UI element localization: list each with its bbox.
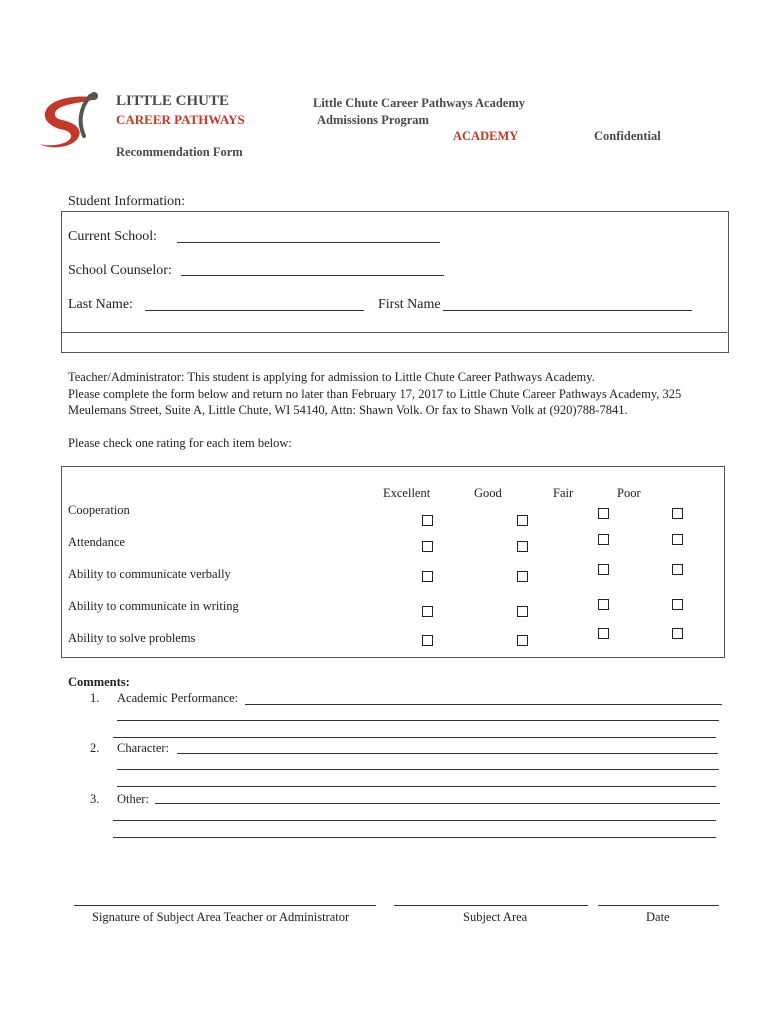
last-name-field[interactable] (145, 310, 364, 311)
program-name: Admissions Program (317, 113, 429, 127)
academic-line-2[interactable] (117, 720, 719, 721)
rating-column-fair: Fair (553, 486, 574, 500)
attendance-fair-checkbox[interactable] (598, 534, 609, 545)
last-name-label: Last Name: (68, 297, 133, 312)
instructions-line-3: Meulemans Street, Suite A, Little Chute, WI 54140, Attn: Shawn Volk. Or fax to Shawn Volk at (920)788-7841. (68, 403, 628, 417)
verbal-good-checkbox[interactable] (517, 571, 528, 582)
attendance-poor-checkbox[interactable] (672, 534, 683, 545)
rating-item-cooperation: Cooperation (68, 503, 130, 517)
verbal-poor-checkbox[interactable] (672, 564, 683, 575)
comment-number-1: 1. (90, 691, 100, 705)
cooperation-poor-checkbox[interactable] (672, 508, 683, 519)
org-name: Little Chute Career Pathways Academy (313, 96, 526, 110)
current-school-label: Current School: (68, 229, 158, 244)
comment-label-academic: Academic Performance: (117, 691, 239, 705)
first-name-label: First Name (378, 297, 441, 312)
signature-line[interactable] (74, 905, 376, 906)
academy-label: ACADEMY (453, 129, 519, 143)
comment-number-3: 3. (90, 792, 100, 806)
subject-area-label: Subject Area (463, 910, 528, 924)
date-line[interactable] (598, 905, 719, 906)
signature-label: Signature of Subject Area Teacher or Administrator (92, 910, 350, 924)
confidential-label: Confidential (594, 129, 661, 143)
rating-column-poor: Poor (617, 486, 641, 500)
comment-label-other: Other: (117, 792, 149, 806)
rating-item-attendance: Attendance (68, 535, 125, 549)
writing-fair-checkbox[interactable] (598, 599, 609, 610)
logo-title: LITTLE CHUTE (116, 93, 229, 109)
character-line-2[interactable] (117, 769, 719, 770)
form-type: Recommendation Form (116, 145, 243, 159)
student-info-divider (62, 332, 727, 333)
writing-good-checkbox[interactable] (517, 606, 528, 617)
comments-heading: Comments: (68, 675, 130, 689)
verbal-excellent-checkbox[interactable] (422, 571, 433, 582)
problems-fair-checkbox[interactable] (598, 628, 609, 639)
first-name-field[interactable] (443, 310, 692, 311)
academic-line-1[interactable] (245, 704, 722, 705)
verbal-fair-checkbox[interactable] (598, 564, 609, 575)
academic-line-3[interactable] (113, 737, 716, 738)
cooperation-fair-checkbox[interactable] (598, 508, 609, 519)
other-line-3[interactable] (113, 837, 716, 838)
other-line-1[interactable] (155, 803, 720, 804)
instructions-line-1: Teacher/Administrator: This student is applying for admission to Little Chute Career Pathways Academy. (68, 370, 595, 384)
character-line-1[interactable] (177, 753, 718, 754)
student-info-heading: Student Information: (68, 194, 186, 209)
instructions-line-2: Please complete the form below and return no later than February 17, 2017 to Little Chute Career Pathways Academy, 325 (68, 387, 682, 401)
problems-poor-checkbox[interactable] (672, 628, 683, 639)
subject-area-line[interactable] (394, 905, 588, 906)
current-school-field[interactable] (177, 242, 440, 243)
other-line-2[interactable] (113, 820, 716, 821)
cooperation-good-checkbox[interactable] (517, 515, 528, 526)
rating-item-problems: Ability to solve problems (68, 631, 196, 645)
comment-number-2: 2. (90, 741, 100, 755)
logo-subtitle: CAREER PATHWAYS (116, 112, 245, 127)
rating-prompt: Please check one rating for each item below: (68, 436, 292, 450)
attendance-good-checkbox[interactable] (517, 541, 528, 552)
attendance-excellent-checkbox[interactable] (422, 541, 433, 552)
date-label: Date (646, 910, 670, 924)
problems-good-checkbox[interactable] (517, 635, 528, 646)
school-counselor-label: School Counselor: (68, 263, 172, 278)
character-line-3[interactable] (117, 786, 716, 787)
rating-column-good: Good (474, 486, 502, 500)
comment-label-character: Character: (117, 741, 170, 755)
problems-excellent-checkbox[interactable] (422, 635, 433, 646)
cooperation-excellent-checkbox[interactable] (422, 515, 433, 526)
writing-poor-checkbox[interactable] (672, 599, 683, 610)
rating-item-writing: Ability to communicate in writing (68, 599, 239, 613)
rating-column-excellent: Excellent (383, 486, 431, 500)
logo-mark (38, 92, 104, 150)
writing-excellent-checkbox[interactable] (422, 606, 433, 617)
rating-item-verbal: Ability to communicate verbally (68, 567, 231, 581)
school-counselor-field[interactable] (181, 275, 444, 276)
